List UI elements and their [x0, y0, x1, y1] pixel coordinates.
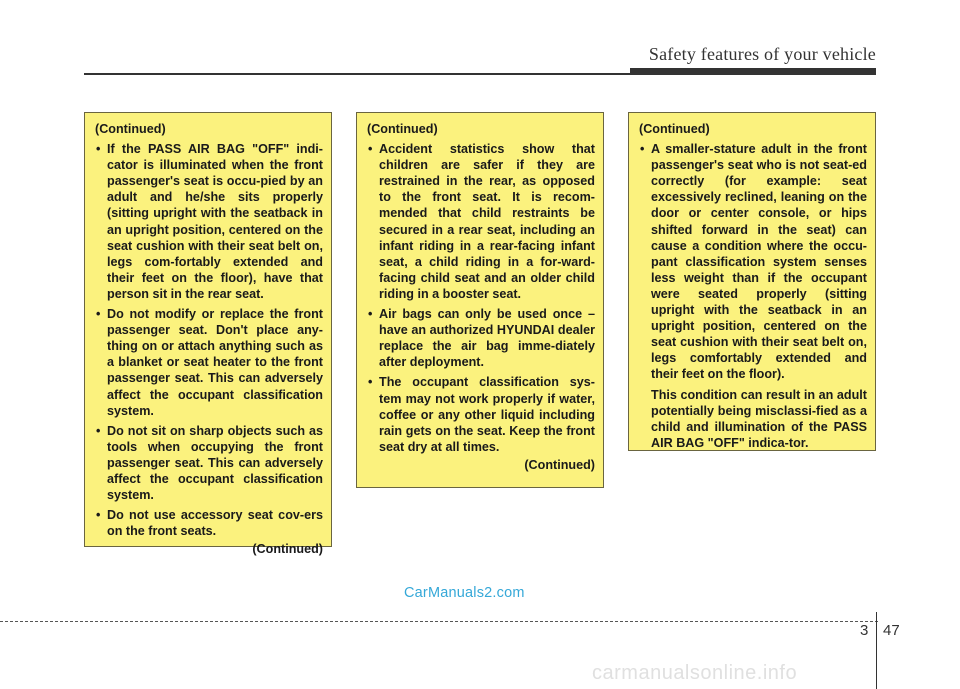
bullet-list	[95, 141, 323, 539]
list-item	[367, 306, 595, 370]
list-item	[95, 141, 323, 302]
continued-label-bottom: (Continued)	[252, 542, 323, 557]
bullet-text: If the PASS AIR BAG "OFF" indi-cator is illuminated when the front passenger's seat is occu-pied by an adult and he/she sits properly (sitting upright with the seatback in an upright position, centered on the seat cushion with their seat belt on, legs com-fortably extended and their feet on the floor), have that person sit in the rear seat.	[107, 142, 323, 301]
footer-dashed-rule	[0, 621, 878, 622]
bullet-list	[367, 141, 595, 455]
list-item	[639, 141, 867, 382]
bullet-text: Do not sit on sharp objects such as tools when occupying the front passenger seat. This can adversely affect the occupant classification system.	[107, 423, 323, 503]
bullet-icon: •	[96, 423, 101, 438]
list-item	[95, 423, 323, 503]
bullet-text: Do not use accessory seat cov-ers on the front seats.	[107, 508, 323, 539]
chapter-number: 3	[860, 622, 869, 639]
continued-label-top: (Continued)	[367, 122, 438, 136]
bullet-list	[639, 141, 867, 382]
bullet-icon: •	[640, 142, 645, 157]
bullet-text: Air bags can only be used once – have an authorized HYUNDAI dealer replace the air bag imme-diately after deployment.	[379, 307, 595, 370]
list-item	[367, 141, 595, 302]
bullet-text: A smaller-stature adult in the front passenger's seat who is not seat-ed correctly (for example: seat excessively reclined, leaning on the door or center console, or hips shifted forward in the seat) can cause a condition where the occu-pant classification system senses less weight than if the occupant were seated properly (sitting upright with the seatback in an upright position, centered on the seat cushion with their seat belt on, legs comfortably extended and their feet on the floor).	[651, 142, 867, 382]
warning-box-3	[628, 112, 876, 451]
bullet-icon: •	[368, 142, 373, 157]
warning-box-1	[84, 112, 332, 557]
bullet-icon: •	[368, 375, 373, 390]
watermark-link[interactable]: CarManuals2.com	[404, 585, 525, 601]
header-rule-accent	[630, 68, 876, 74]
bullet-icon: •	[368, 307, 373, 322]
warning-box-2	[356, 112, 604, 488]
continued-label-top: (Continued)	[95, 122, 166, 136]
continued-label-bottom: (Continued)	[524, 457, 595, 472]
bottom-watermark: carmanualsonline.info	[592, 662, 798, 684]
bullet-icon: •	[96, 142, 101, 157]
list-item	[95, 306, 323, 419]
page-number: 47	[883, 622, 900, 639]
list-item	[367, 374, 595, 454]
box-paragraph: This condition can result in an adult potentially being misclassi-fied as a child and illumination of the PASS AIR BAG "OFF" indica-tor.	[651, 387, 867, 450]
continued-label-top: (Continued)	[639, 122, 710, 136]
bullet-text: Do not modify or replace the front passenger seat. Don't place any-thing on or attach anything such as a blanket or seat heater to the front passenger seat. This can adversely affect the occupant classification system.	[107, 307, 323, 418]
bullet-text: Accident statistics show that children are safer if they are restrained in the rear, as opposed to the front seat. It is recom-mended that child restraints be secured in a rear seat, including an infant riding in a rear-facing infant seat, a child riding in a for-ward-facing child seat and an older child riding in a booster seat.	[379, 142, 595, 301]
bullet-text: The occupant classification sys-tem may not work properly if water, coffee or any other liquid including rain gets on the seat. Keep the front seat dry at all times.	[379, 375, 595, 454]
bullet-icon: •	[96, 508, 101, 523]
section-title: Safety features of your vehicle	[648, 44, 876, 64]
list-item	[95, 507, 323, 539]
footer-divider	[876, 612, 877, 689]
bullet-icon: •	[96, 307, 101, 322]
